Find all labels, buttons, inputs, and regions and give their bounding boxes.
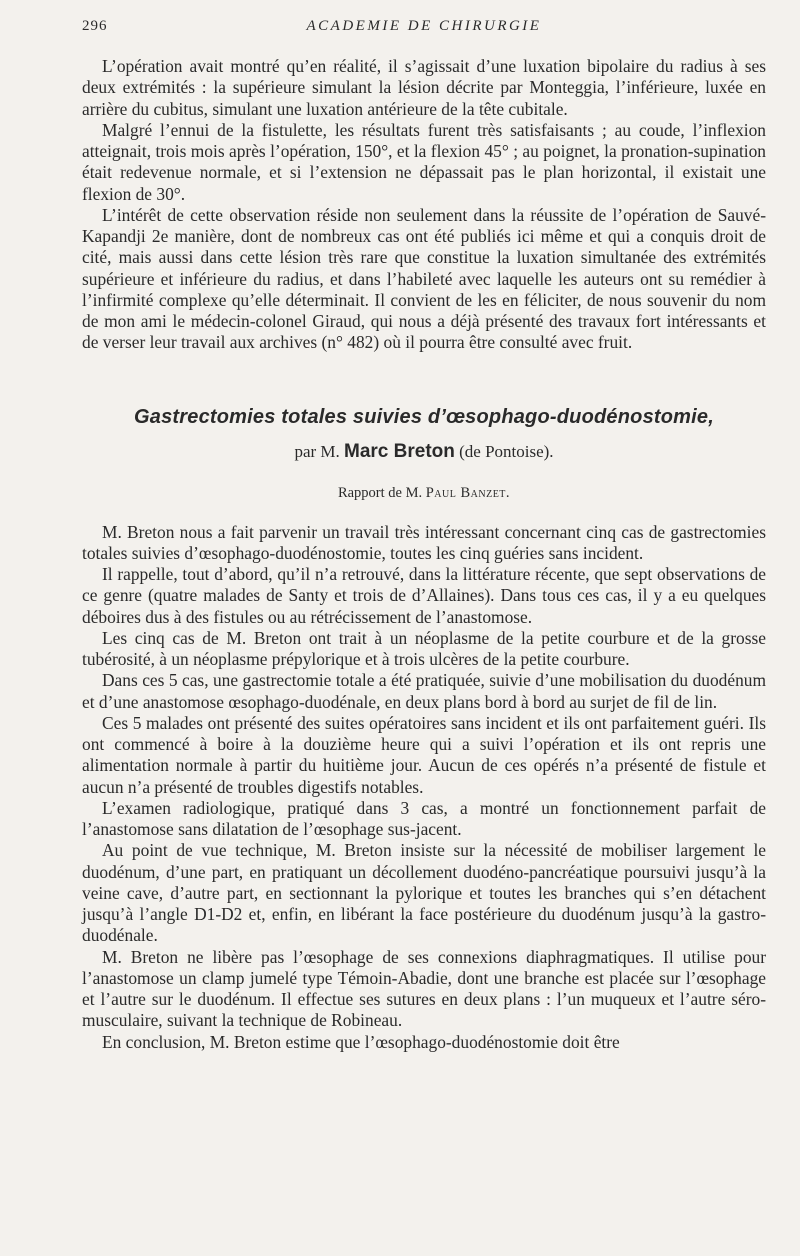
byline-suffix: (de Pontoise). xyxy=(459,441,554,461)
page-header xyxy=(82,14,766,40)
paragraph: L’intérêt de cette observation réside non seulement dans la réussite de l’opération de Sauvé-Kapandji 2e manière, dont de nombreux cas ont été publiés ici même et qui a conquis droit de cité, mais aussi dans cette lésion très rare que constitue la luxation simultanée des extrémités supérieure et inférieure du radius, et dans l’habileté avec laquelle les auteurs ont su remédier à l’infirmité complexe qu’elle déterminait. Il convient de les en féliciter, de nous souvenir du nom de mon ami le médecin-colonel Giraud, qui nous a déjà présenté des travaux fort intéressants et de verser leur travail aux archives (n° 482) où il pourra être consulté avec fruit. xyxy=(82,204,766,353)
paragraph: En conclusion, M. Breton estime que l’œsophago-duodénostomie doit être xyxy=(102,1031,620,1052)
paragraph: Les cinq cas de M. Breton ont trait à un néoplasme de la petite courbure et de la grosse tubérosité, à un néoplasme prépylorique et à trois ulcères de la petite courbure. xyxy=(82,627,766,669)
paragraph: L’opération avait montré qu’en réalité, il s’agissait d’une luxation bipolaire du radius à ses deux extrémités : la supérieure simulant la lésion décrite par Monteggia, l’inférieure, luxée en arrière du cubitus, simulant une luxation antérieure de la tête cubitale. xyxy=(82,56,766,119)
paragraph: M. Breton nous a fait parvenir un travail très intéressant concernant cinq cas de gastrectomies totales suivies d’œsophago-duodénostomie, toutes les cinq guéries sans incident. xyxy=(82,521,766,563)
page-number: 296 xyxy=(82,18,108,34)
report-line xyxy=(82,485,766,502)
paragraph: Dans ces 5 cas, une gastrectomie totale a été pratiquée, suivie d’une mobilisation du duodénum et d’une anastomose œsophago-duodénale, en deux plans bord à bord au surjet de fil de lin. xyxy=(82,670,766,712)
paragraph: M. Breton ne libère pas l’œsophage de ses connexions diaphragmatiques. Il utilise pour l’anastomose un clamp jumelé type Témoin-Abadie, dont une branche est placée sur l’œsophage et l’autre sur le duodénum. Il effectue ses sutures en deux plans : l’un muqueux et l’autre séro-musculaire, suivant la technique de Robineau. xyxy=(82,946,766,1031)
byline xyxy=(82,441,766,463)
paragraph: Il rappelle, tout d’abord, qu’il n’a retrouvé, dans la littérature récente, que sept observations de ce genre (quatre malades de Santy et trois de d’Allaines). Dans tous ces cas, il y a eu quelques déboires dus à des fistules ou au rétrécissement de l’anastomose. xyxy=(82,564,766,627)
paragraph: Au point de vue technique, M. Breton insiste sur la nécessité de mobiliser largement le duodénum, d’une part, en pratiquant un décollement duodéno-pancréatique poursuivi jusqu’à la veine cave, d’autre part, en sectionnant la pylorique et toutes les branches qui s’en détachent jusqu’à l’angle D1-D2 et, enfin, en libérant la face postérieure du duodénum jusqu’à la gastro-duodénale. xyxy=(82,840,766,946)
running-title: ACADEMIE DE CHIRURGIE xyxy=(306,18,542,34)
paragraph: Ces 5 malades ont présenté des suites opératoires sans incident et ils ont parfaitement guéri. Ils ont commencé à boire à la douzième heure qui a suivi l’opération et ils ont repris une alimentation normale à partir du huitième jour. Aucun de ces opérés n’a présenté de fistule et aucun n’a présenté de troubles digestifs notables. xyxy=(82,712,766,797)
byline-prefix: par M. xyxy=(294,441,340,461)
reporter-name: Paul Banzet. xyxy=(425,484,511,501)
page-body xyxy=(82,56,766,1053)
paragraph: Malgré l’ennui de la fistulette, les résultats furent très satisfaisants ; au coude, l’inflexion atteignait, trois mois après l’opération, 150°, et la flexion 45° ; au poignet, la pronation-supination était redevenue normale, et si l’extension ne dépassait pas le plan horizontal, il existait une flexion de 30°. xyxy=(82,119,766,204)
report-prefix: Rapport de M. xyxy=(337,484,423,501)
author-name: Marc Breton xyxy=(344,440,455,462)
paragraph: L’examen radiologique, pratiqué dans 3 cas, a montré un fonctionnement parfait de l’anastomose sans dilatation de l’œsophage sus-jacent. xyxy=(82,797,766,839)
article-title: Gastrectomies totales suivies d’œsophago-duodénostomie, xyxy=(134,405,714,428)
